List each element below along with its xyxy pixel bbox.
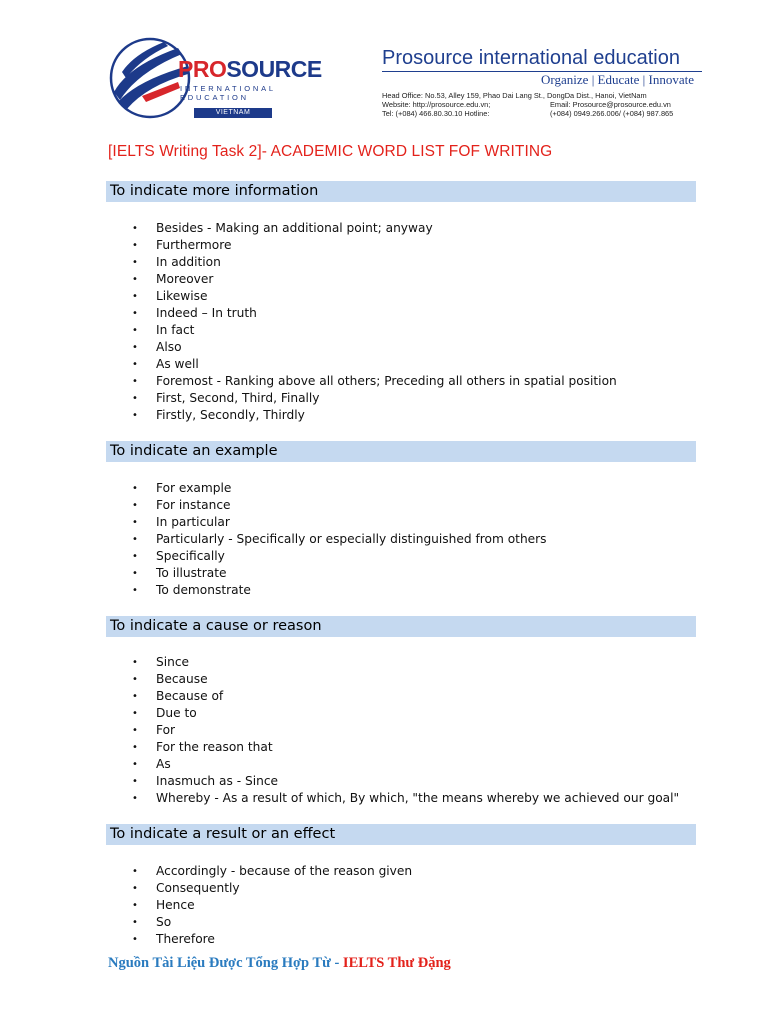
- brand-sub-line-2: EDUCATION: [180, 93, 249, 102]
- list-item: • In fact: [108, 322, 698, 339]
- list-item: • To demonstrate: [108, 582, 698, 599]
- list-item: • Because of: [108, 688, 698, 705]
- section-heading-example: To indicate an example: [106, 441, 696, 462]
- list-item: • Since: [108, 654, 698, 671]
- list-item: • In addition: [108, 254, 698, 271]
- brand-source: SOURCE: [226, 56, 322, 82]
- list-item: • For: [108, 722, 698, 739]
- list-item: • For the reason that: [108, 739, 698, 756]
- list-item: • To illustrate: [108, 565, 698, 582]
- list-item: • Foremost - Ranking above all others; Preceding all others in spatial position: [108, 373, 698, 390]
- list-item: • Accordingly - because of the reason given: [108, 863, 698, 880]
- footer-source: Nguồn Tài Liệu Được Tổng Hợp Từ -: [108, 955, 343, 971]
- list-item: • Likewise: [108, 288, 698, 305]
- list-item: • Particularly - Specifically or especially distinguished from others: [108, 531, 698, 548]
- list-item: • Besides - Making an additional point; anyway: [108, 220, 698, 237]
- list-item: • Indeed – In truth: [108, 305, 698, 322]
- contact-block: [382, 91, 702, 118]
- footer-author: IELTS Thư Đặng: [342, 955, 451, 971]
- organization-info: [382, 47, 702, 118]
- organization-slogan: Organize | Educate | Innovate: [382, 71, 702, 88]
- list-item: • Hence: [108, 897, 698, 914]
- list-item: • For example: [108, 480, 698, 497]
- section-heading-cause-reason: To indicate a cause or reason: [106, 616, 696, 637]
- contact-web-email: [382, 100, 702, 109]
- document-title: [IELTS Writing Task 2]- ACADEMIC WORD LIST FOF WRITING: [108, 143, 553, 160]
- contact-hotline: (+084) 0949.266.006/ (+084) 987.865: [550, 109, 674, 118]
- list-item: • As: [108, 756, 698, 773]
- list-item: • Also: [108, 339, 698, 356]
- brand-country-tag: VIETNAM: [194, 108, 272, 118]
- list-result-effect: [108, 863, 698, 948]
- list-item: • Because: [108, 671, 698, 688]
- prosource-logo: [108, 36, 322, 120]
- list-item: • Due to: [108, 705, 698, 722]
- list-item: • Firstly, Secondly, Thirdly: [108, 407, 698, 424]
- contact-tel: Tel: (+084) 466.80.30.10 Hotline:: [382, 109, 490, 118]
- list-item: • Inasmuch as - Since: [108, 773, 698, 790]
- list-example: [108, 480, 698, 599]
- brand-sub-line-1: INTERNATIONAL: [180, 84, 276, 93]
- organization-name: Prosource international education: [382, 47, 680, 69]
- document-header: [108, 32, 698, 122]
- list-item: • In particular: [108, 514, 698, 531]
- list-cause-reason: [108, 654, 698, 807]
- section-heading-result-effect: To indicate a result or an effect: [106, 824, 696, 845]
- section-heading-more-information: To indicate more information: [106, 181, 696, 202]
- list-item: • Specifically: [108, 548, 698, 565]
- list-item: • First, Second, Third, Finally: [108, 390, 698, 407]
- list-item: • Therefore: [108, 931, 698, 948]
- list-item: • Whereby - As a result of which, By which, "the means whereby we achieved our goal": [108, 790, 698, 807]
- brand-name: [178, 58, 322, 81]
- contact-email: Email: Prosource@prosource.edu.vn: [550, 100, 671, 109]
- list-item: • So: [108, 914, 698, 931]
- list-item: • Furthermore: [108, 237, 698, 254]
- list-more-information: [108, 220, 698, 424]
- contact-head-office: Head Office: No.53, Alley 159, Phao Dai Lang St., DongDa Dist., Hanoi, VietNam: [382, 91, 647, 100]
- contact-phones: [382, 109, 702, 118]
- document-footer: [108, 955, 451, 972]
- contact-website: Website: http://prosource.edu.vn;: [382, 100, 491, 109]
- brand-pro: PRO: [178, 56, 227, 82]
- brand-subtitle: [180, 84, 276, 102]
- list-item: • Consequently: [108, 880, 698, 897]
- list-item: • Moreover: [108, 271, 698, 288]
- list-item: • As well: [108, 356, 698, 373]
- list-item: • For instance: [108, 497, 698, 514]
